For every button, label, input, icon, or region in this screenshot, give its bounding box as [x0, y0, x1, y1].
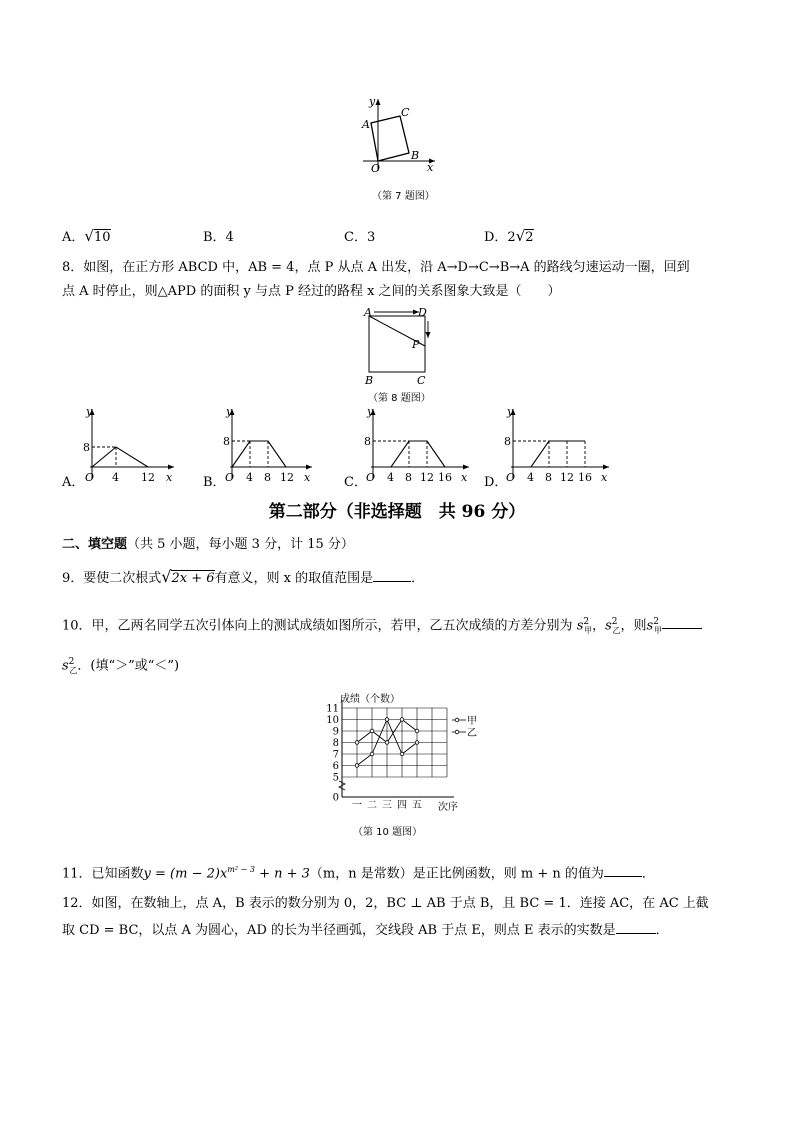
q12-text-end: ．	[655, 923, 669, 938]
fill-in-header-title: 二、填空题	[62, 537, 128, 552]
q12-text-line1: 12．如图，在数轴上，点 A，B 表示的数分别为 0，2，BC ⊥ AB 于点 B，且 BC = 1．连接 AC，在 AC 上截	[62, 896, 709, 911]
q7-option-a-radicand: 10	[93, 230, 111, 245]
q10-y-tick-label: 5	[332, 772, 339, 784]
q10-axis-break	[339, 781, 345, 790]
q10-legend-marker	[455, 718, 459, 722]
q8c-x-tick-16: 16	[438, 471, 452, 484]
q8-label-p: P	[412, 338, 420, 351]
q7-option-c: C．3	[344, 230, 376, 245]
q8a-o-label: O	[85, 471, 95, 484]
q10-text-line1	[62, 612, 702, 641]
q8c-x-tick-12: 12	[420, 471, 434, 484]
q8a-x-label: x	[166, 471, 173, 484]
q8d-x-label: x	[601, 471, 608, 484]
q8b-x-tick-4: 4	[246, 471, 253, 484]
q8-label-c: C	[417, 374, 426, 387]
q10-point-yi	[415, 741, 419, 745]
q8-label-a: A	[364, 306, 372, 319]
q10-then: ，则	[620, 618, 647, 634]
q10-text-post: ．(填“＞”或“＜”)	[77, 658, 180, 674]
q9-answer-blank[interactable]	[373, 567, 411, 582]
q10-point-jia	[355, 741, 359, 745]
q8d-x-tick-4: 4	[527, 471, 534, 484]
q8c-o-label: O	[366, 471, 376, 484]
q8b-x-tick-12: 12	[280, 471, 294, 484]
q8-text-line2: 点 A 时停止，则△APD 的面积 y 与点 P 经过的路程 x 之间的关系图象大致是（ ）	[62, 284, 561, 299]
q10-point-jia	[400, 718, 404, 722]
q7-option-a-letter: A．	[62, 230, 85, 245]
q10-x-tick-label: 一	[352, 800, 362, 811]
q8c-x-label: x	[461, 471, 468, 484]
q11-text-pre: 11．已知函数	[62, 866, 144, 882]
q8-text-line1: 8．如图，在正方形 ABCD 中，AB = 4，点 P 从点 A 出发，沿 A→D→C→B→A 的路线匀速运动一圈，回到	[62, 260, 690, 275]
q10-sub-jia-1: 甲	[584, 625, 593, 635]
q8c-x-tick-4: 4	[387, 471, 394, 484]
q10-caption: （第 10 题图）	[353, 827, 423, 838]
q7-figure	[355, 95, 440, 175]
q8-caption: （第 8 题图）	[368, 393, 431, 404]
q10-sup-4: 2	[68, 657, 75, 667]
q7-label-b: B	[411, 149, 420, 162]
q9-text-pre: 9．要使二次根式	[62, 571, 162, 586]
q10-legend-label: 甲	[467, 716, 477, 727]
q11-text	[62, 860, 655, 884]
q10-y-tick-label: 7	[332, 749, 339, 761]
q10-x-tick-label: 三	[382, 800, 392, 811]
q10-chart-grid	[326, 700, 454, 811]
q8b-y-label: y	[226, 405, 233, 418]
q8-graph-c	[365, 403, 475, 488]
q10-y-tick-label: 11	[326, 703, 339, 715]
q8d-y-label: y	[507, 405, 514, 418]
q7-option-b: B．4	[203, 230, 234, 245]
q11-text-mid: （m，n 是常数）是正比例函数，则 m + n 的值为	[309, 866, 604, 882]
q7-label-y: y	[369, 95, 376, 108]
q7-label-c: C	[401, 106, 410, 119]
q10-text-pre: 10．甲，乙两名同学五次引体向上的测试成绩如图所示，若甲，乙五次成绩的方差分别为	[62, 618, 573, 634]
q10-chart-title: 成绩（个数）	[340, 694, 400, 705]
q12-text-line2	[62, 919, 669, 941]
q8-graph-b	[224, 403, 319, 488]
q11-func-rest: + n + 3	[254, 866, 310, 882]
q11-text-end: ．	[641, 866, 655, 882]
q8c-y-label: y	[367, 405, 374, 418]
q8b-y-tick-8: 8	[223, 435, 230, 448]
q8d-o-label: O	[506, 471, 516, 484]
q10-x-tick-label: 二	[367, 800, 377, 811]
q7-label-o: O	[371, 162, 381, 175]
q10-point-jia	[415, 729, 419, 733]
q10-sup-2: 2	[611, 617, 618, 627]
q9-text: 9．要使二次根式√2x + 6有意义，则 x 的取值范围是 ．	[62, 567, 425, 586]
q8a-x-tick-12: 12	[141, 471, 155, 484]
section2-title: 第二部分（非选择题 共 96 分）	[268, 502, 526, 522]
q10-s-yi: s	[605, 618, 612, 634]
q12-answer-blank[interactable]	[616, 919, 656, 934]
fill-in-header	[62, 535, 354, 555]
q10-point-yi	[370, 752, 374, 756]
q8-option-a-letter: A．	[62, 475, 85, 490]
q10-line-chart	[320, 688, 480, 813]
q7-label-a: A	[362, 118, 370, 131]
q8d-x-tick-12: 12	[560, 471, 574, 484]
q10-sub-jia-2: 甲	[653, 625, 662, 635]
q9-text-post: 有意义，则 x 的取值范围是	[214, 571, 374, 586]
q10-y-tick-label: 10	[326, 715, 339, 726]
q10-point-yi	[355, 764, 359, 768]
q10-s-jia: s	[576, 618, 584, 634]
q10-sub-yi-2: 乙	[69, 665, 78, 675]
q7-caption: （第 7 题图）	[372, 191, 435, 202]
q8b-x-tick-8: 8	[264, 471, 271, 484]
q10-chart-legend	[452, 715, 477, 739]
q11-exponent: m² − 3	[227, 865, 255, 874]
q8a-y-label: y	[86, 405, 93, 418]
q8d-y-tick-8: 8	[504, 435, 511, 448]
q10-s-yi-2: s	[62, 658, 69, 674]
q10-x-tick-label: 四	[397, 800, 407, 811]
q8-label-d: D	[418, 306, 427, 319]
q8b-o-label: O	[225, 471, 235, 484]
q10-sub-yi-1: 乙	[612, 625, 621, 635]
q10-s-jia-2: s	[646, 618, 654, 634]
q10-y-tick-label: 6	[332, 761, 339, 772]
q10-point-jia	[370, 729, 374, 733]
q10-legend-marker	[455, 730, 459, 734]
q7-label-x: x	[427, 161, 434, 174]
q9-radicand: 2x + 6	[171, 571, 215, 586]
q10-answer-blank[interactable]	[662, 614, 702, 629]
q10-y-tick-label: 0	[332, 792, 339, 804]
q8-graph-a	[84, 403, 179, 488]
fill-in-header-note: （共 5 小题，每小题 3 分，计 15 分）	[127, 537, 354, 552]
q8-option-d-letter: D．	[484, 475, 508, 490]
q11-func: y = (m − 2)x	[143, 866, 228, 882]
q8-square-figure	[360, 306, 435, 388]
q10-point-jia	[385, 741, 389, 745]
q8-graph-d	[505, 403, 615, 488]
q8-option-c-letter: C．	[344, 475, 367, 490]
q7-option-a: A．√10	[62, 227, 111, 245]
q10-point-yi	[400, 752, 404, 756]
q8d-x-tick-16: 16	[578, 471, 592, 484]
q7-option-d-letter: D．2	[484, 230, 516, 245]
q11-answer-blank[interactable]	[604, 862, 642, 877]
q8-option-b-letter: B．	[203, 475, 226, 490]
q8a-x-tick-4: 4	[112, 471, 119, 484]
q8d-x-tick-8: 8	[545, 471, 552, 484]
q8a-y-tick-8: 8	[83, 441, 90, 454]
q10-legend-label: 乙	[467, 728, 477, 739]
q7-option-d-radicand: 2	[525, 230, 534, 245]
q10-point-yi	[385, 718, 389, 722]
q10-y-tick-label: 9	[332, 726, 339, 738]
q8c-x-tick-8: 8	[405, 471, 412, 484]
q10-sup-3: 2	[653, 617, 659, 627]
q8b-x-label: x	[304, 471, 311, 484]
q10-chart-xlabel: 次序	[438, 802, 458, 813]
q8-label-b: B	[365, 374, 374, 387]
q10-y-tick-label: 8	[332, 738, 339, 749]
q10-text-line2	[62, 652, 179, 681]
q8c-y-tick-8: 8	[364, 435, 371, 448]
q10-comma: ，	[592, 618, 606, 634]
q12-text-line2-body: 取 CD = BC，以点 A 为圆心，AD 的长为半径画弧，交线段 AB 于点 E，则点 E 表示的实数是	[62, 923, 616, 938]
q9-text-end: ．	[411, 571, 425, 586]
q7-option-d: D．2√2	[484, 227, 534, 245]
q10-x-tick-label: 五	[412, 800, 422, 811]
q10-sup-1: 2	[583, 617, 590, 627]
